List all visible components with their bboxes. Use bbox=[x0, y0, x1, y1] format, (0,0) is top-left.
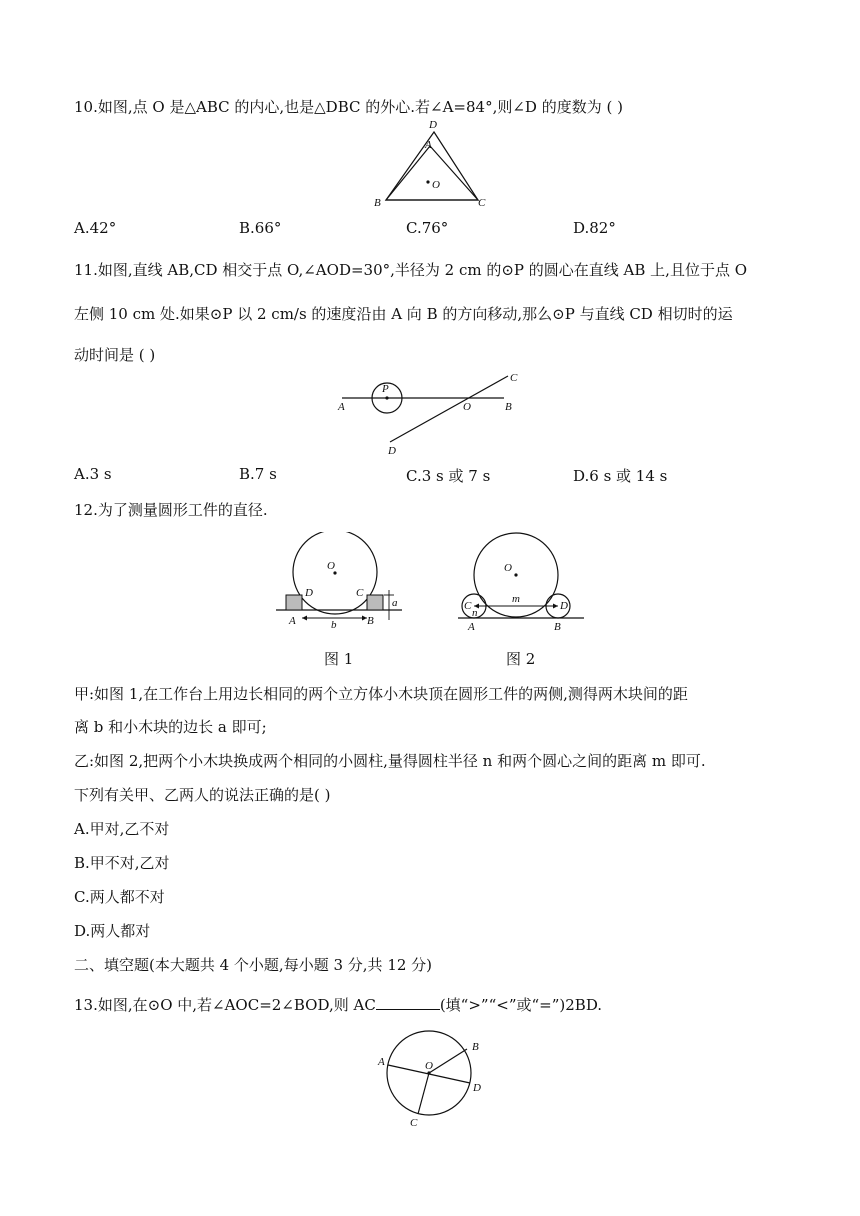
q11-option-d: D.6 s 或 14 s bbox=[573, 467, 668, 485]
q11-label-O: O bbox=[463, 401, 471, 413]
q13-stem-pre: 13.如图,在⊙O 中,若∠AOC=2∠BOD,则 AC bbox=[74, 996, 376, 1014]
q12-fig2-label-D: D bbox=[560, 600, 568, 612]
q12-option-d: D.两人都对 bbox=[74, 922, 151, 940]
q12-jia-line2: 离 b 和小木块的边长 a 即可; bbox=[74, 718, 267, 736]
q12-fig1-label-b: b bbox=[331, 619, 337, 631]
q11-line1: 11.如图,直线 AB,CD 相交于点 O,∠AOD=30°,半径为 2 cm 的⊙P 的圆心在直线 AB 上,且位于点 O bbox=[74, 261, 748, 279]
q12-figure2 bbox=[456, 532, 588, 632]
q12-yi: 乙:如图 2,把两个小木块换成两个相同的小圆柱,量得圆柱半径 n 和两个圆心之间的距离 m 即可. bbox=[74, 752, 706, 770]
q12-fig2-label-O: O bbox=[504, 562, 512, 574]
q13-label-O: O bbox=[425, 1060, 433, 1072]
q10-label-A: A bbox=[425, 139, 432, 151]
q12-fig2-label-B: B bbox=[554, 621, 561, 632]
q12-stem: 12.为了测量圆形工件的直径. bbox=[74, 501, 268, 519]
q13-label-A: A bbox=[378, 1056, 385, 1068]
q11-label-A: A bbox=[338, 401, 345, 413]
q11-option-a: A.3 s bbox=[74, 465, 112, 483]
q13-label-B: B bbox=[472, 1041, 479, 1053]
q10-stem: 10.如图,点 O 是△ABC 的内心,也是△DBC 的外心.若∠A=84°,则∠D 的度数为 ( ) bbox=[74, 98, 623, 116]
q11-label-C: C bbox=[510, 372, 518, 384]
q10-option-a: A.42° bbox=[74, 219, 117, 237]
q10-option-b: B.66° bbox=[239, 219, 282, 237]
q10-option-c: C.76° bbox=[406, 219, 449, 237]
q12-fig1-caption: 图 1 bbox=[324, 650, 354, 668]
q11-figure bbox=[332, 366, 532, 458]
q12-fig1-label-D: D bbox=[305, 587, 313, 599]
q12-ask: 下列有关甲、乙两人的说法正确的是( ) bbox=[74, 786, 331, 804]
q13-answer-blank[interactable] bbox=[376, 995, 440, 1010]
section-fill-in-heading: 二、填空题(本大题共 4 个小题,每小题 3 分,共 12 分) bbox=[74, 956, 433, 974]
q13-stem bbox=[74, 994, 602, 1015]
q12-fig1-label-A: A bbox=[289, 615, 296, 627]
q10-label-C: C bbox=[478, 197, 486, 209]
q11-option-b: B.7 s bbox=[239, 465, 277, 483]
q12-option-a: A.甲对,乙不对 bbox=[74, 820, 170, 838]
q12-fig1-label-C: C bbox=[356, 587, 364, 599]
q10-figure bbox=[368, 118, 492, 212]
q12-fig1-label-B: B bbox=[367, 615, 374, 627]
q12-fig2-label-C: C bbox=[464, 600, 472, 612]
q12-fig2-label-A: A bbox=[468, 621, 475, 632]
q13-label-D: D bbox=[473, 1082, 481, 1094]
q12-jia-line1: 甲:如图 1,在工作台上用边长相同的两个立方体小木块顶在圆形工件的两侧,测得两木块间的距 bbox=[74, 685, 688, 703]
q12-fig1-label-a: a bbox=[392, 597, 398, 609]
q13-label-C: C bbox=[410, 1117, 418, 1129]
q10-option-d: D.82° bbox=[573, 219, 616, 237]
q11-line3: 动时间是 ( ) bbox=[74, 346, 156, 364]
q12-fig2-label-m: m bbox=[512, 593, 520, 605]
q11-label-B: B bbox=[505, 401, 512, 413]
q10-label-B: B bbox=[374, 197, 381, 209]
q12-figure1 bbox=[274, 532, 406, 632]
q10-label-O: O bbox=[432, 179, 440, 191]
q11-label-P: P bbox=[382, 383, 389, 395]
q12-option-c: C.两人都不对 bbox=[74, 888, 165, 906]
q10-label-D: D bbox=[429, 119, 437, 131]
q11-label-D: D bbox=[388, 445, 396, 457]
q11-line2: 左侧 10 cm 处.如果⊙P 以 2 cm/s 的速度沿由 A 向 B 的方向移动,那么⊙P 与直线 CD 相切时的运 bbox=[74, 305, 733, 323]
q11-option-c: C.3 s 或 7 s bbox=[406, 467, 491, 485]
q13-stem-post: (填“>”“<”或“=”)2BD. bbox=[439, 996, 603, 1014]
q12-fig2-label-n: n bbox=[472, 607, 478, 619]
q13-figure bbox=[372, 1028, 492, 1132]
q12-fig1-label-O: O bbox=[327, 560, 335, 572]
q12-option-b: B.甲不对,乙对 bbox=[74, 854, 170, 872]
q12-fig2-caption: 图 2 bbox=[506, 650, 536, 668]
